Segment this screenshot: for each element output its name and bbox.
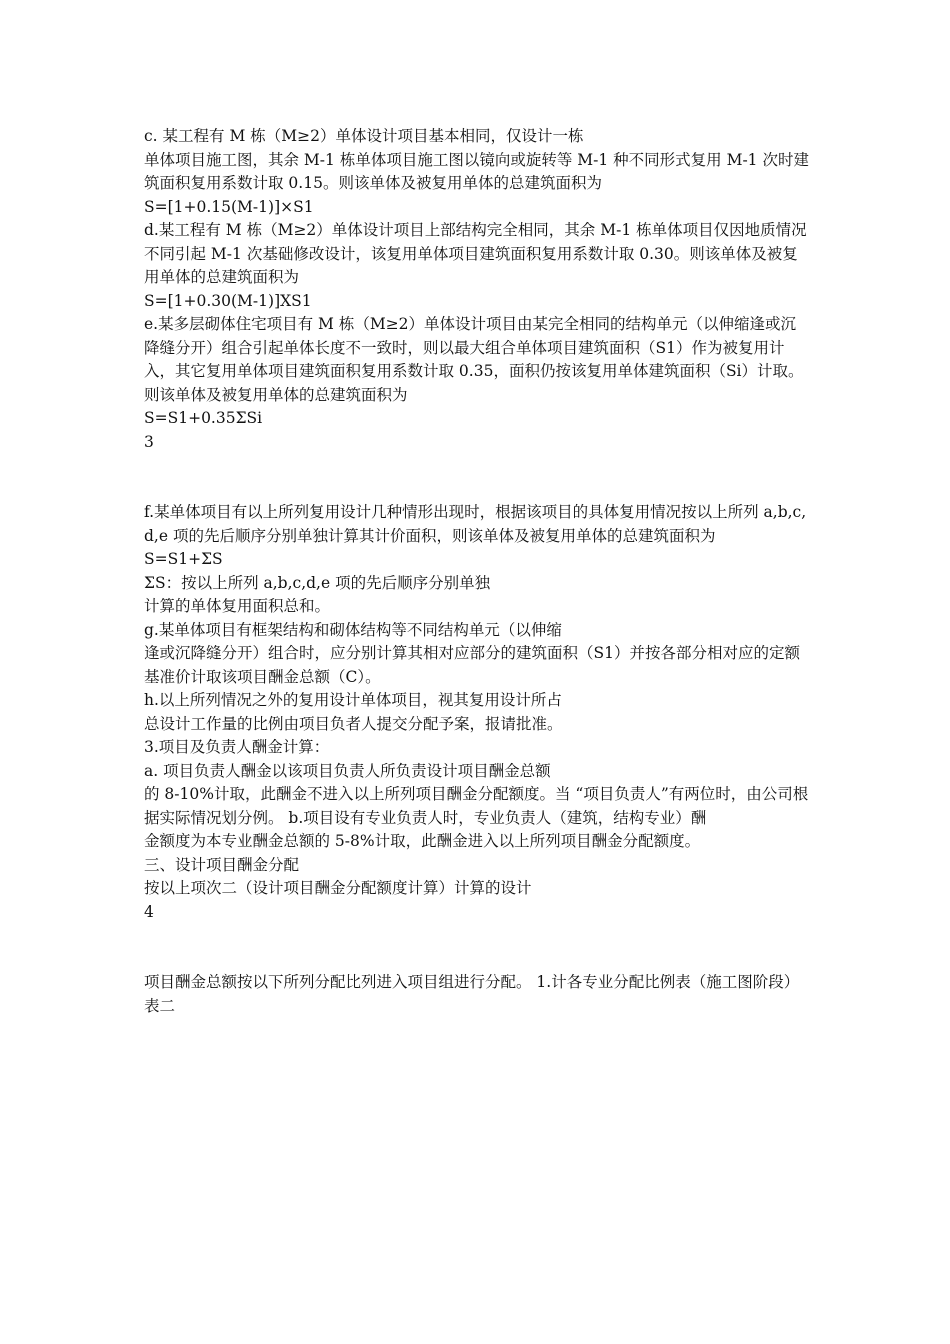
section-3-heading: 3.项目及负责人酬金计算： (144, 738, 330, 756)
formula-f: S=S1+ΣS (144, 550, 223, 568)
paragraph-g-line2: 逢或沉降缝分开）组合时，应分别计算其相对应部分的建筑面积（S1）并按各部分相对应的定额基准价计取该项目酬金总额（C）。 (144, 644, 800, 686)
page-number-3: 3 (144, 432, 154, 451)
paragraph-d: d.某工程有 M 栋（M≥2）单体设计项目上部结构完全相同，其余 M-1 栋单体项目仅因地质情况不同引起 M-1 次基础修改设计，该复用单体项目建筑面积复用系数计取 0.30。则该单体及被复用单体的总建筑面积为 (144, 221, 807, 286)
page-number-4: 4 (144, 902, 154, 921)
sigma-definition-line1: ΣS：按以上所列 a,b,c,d,e 项的先后顺序分别单独 (144, 573, 491, 592)
allocation-paragraph: 项目酬金总额按以下所列分配比列进入项目组进行分配。 1.计各专业分配比例表（施工图阶段） 表二 (144, 973, 823, 1015)
paragraph-h-line2: 总设计工作量的比例由项目负者人提交分配予案，报请批准。 (144, 714, 563, 733)
item-3a-line2: 的 8-10%计取，此酬金不进入以上所列项目酬金分配额度。当 “项目负责人”有两位时，由公司根据实际情况划分例。 b.项目设有专业负责人时，专业负责人（建筑，结构专业）酬 (144, 785, 809, 827)
document-body (144, 125, 823, 1018)
formula-c: S=[1+0.15(M-1)]×S1 (144, 197, 314, 216)
paragraph-e: e.某多层砌体住宅项目有 M 栋（M≥2）单体设计项目由某完全相同的结构单元（以伸缩逢或沉降缝分开）组合引起单体长度不一致时，则以最大组合单体项目建筑面积（S1）作为被复用计入，其它复用单体项目建筑面积复用系数计取 0.35，面积仍按该复用单体建筑面积（Si）计取。则该单体及被复用单体的总建筑面积为 (144, 315, 804, 404)
section-three-heading: 三、设计项目酬金分配 (144, 855, 300, 874)
formula-e: S=S1+0.35ΣSi (144, 409, 263, 427)
paragraph-c-line1: c. 某工程有 M 栋（M≥2）单体设计项目基本相同，仅设计一栋 (144, 127, 584, 145)
formula-d: S=[1+0.30(M-1)]XS1 (144, 291, 312, 310)
sigma-definition-line2: 计算的单体复用面积总和。 (144, 597, 331, 615)
section-three-intro: 按以上项次二（设计项目酬金分配额度计算）计算的设计 (144, 879, 532, 897)
page-break-gap (144, 454, 810, 501)
item-3a-line1: a. 项目负责人酬金以该项目负责人所负责设计项目酬金总额 (144, 761, 551, 780)
paragraph-c-line2: 单体项目施工图，其余 M-1 栋单体项目施工图以镜向或旋转等 M-1 种不同形式复用 M-1 次时建筑面积复用系数计取 0.15。则该单体及被复用单体的总建筑面积为 (144, 150, 809, 192)
paragraph-h-line1: h.以上所列情况之外的复用设计单体项目，视其复用设计所占 (144, 691, 562, 709)
paragraph-g-line1: g.某单体项目有框架结构和砌体结构等不同结构单元（以伸缩 (144, 620, 562, 639)
item-3b-line2: 金额度为本专业酬金总额的 5-8%计取，此酬金进入以上所列项目酬金分配额度。 (144, 832, 701, 850)
page-break-gap-2 (144, 924, 810, 971)
paragraph-f: f.某单体项目有以上所列复用设计几种情形出现时，根据该项目的具体复用情况按以上所列 a,b,c,d,e 项的先后顺序分别单独计算其计价面积，则该单体及被复用单体的总建筑面积为 (144, 503, 807, 545)
